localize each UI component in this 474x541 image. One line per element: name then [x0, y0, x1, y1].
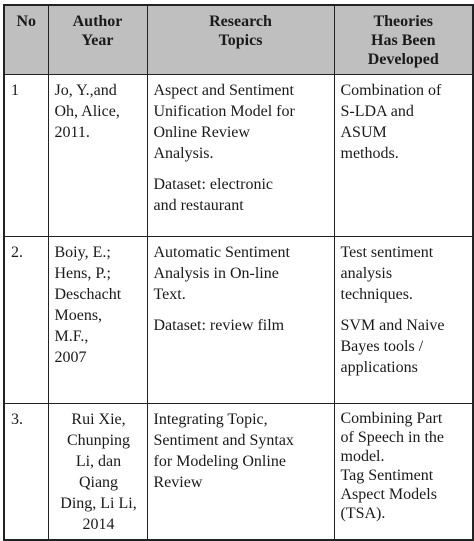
- cell-topics: Automatic Sentiment Analysis in On-line Text. Dataset: review film: [147, 236, 334, 403]
- cell-author: Jo, Y.,and Oh, Alice, 2011.: [48, 74, 147, 236]
- header-no: No: [4, 5, 48, 74]
- table-header-row: [4, 5, 473, 74]
- cell-topics: Integrating Topic, Sentiment and Syntax for Modeling Online Review: [147, 403, 334, 540]
- table-row: [4, 403, 473, 540]
- header-research-topics: Research Topics: [147, 5, 334, 74]
- cell-theories: Combining Part of Speech in the model. Tag Sentiment Aspect Models (TSA).: [334, 403, 473, 540]
- cell-theories: Combination of S-LDA and ASUM methods.: [334, 74, 473, 236]
- cell-no: 1: [4, 74, 48, 236]
- research-table: [3, 4, 474, 541]
- cell-theories: Test sentiment analysis techniques. SVM and Naive Bayes tools / applications: [334, 236, 473, 403]
- cell-topics: Aspect and Sentiment Unification Model for Online Review Analysis. Dataset: electronic and restaurant: [147, 74, 334, 236]
- table-row: [4, 236, 473, 403]
- cell-author: Rui Xie, Chunping Li, dan Qiang Ding, Li Li, 2014: [48, 403, 147, 540]
- header-theories: Theories Has Been Developed: [334, 5, 473, 74]
- cell-no: 2.: [4, 236, 48, 403]
- cell-author: Boiy, E.; Hens, P.; Deschacht Moens, M.F., 2007: [48, 236, 147, 403]
- header-author-year: Author Year: [48, 5, 147, 74]
- table-row: [4, 74, 473, 236]
- cell-no: 3.: [4, 403, 48, 540]
